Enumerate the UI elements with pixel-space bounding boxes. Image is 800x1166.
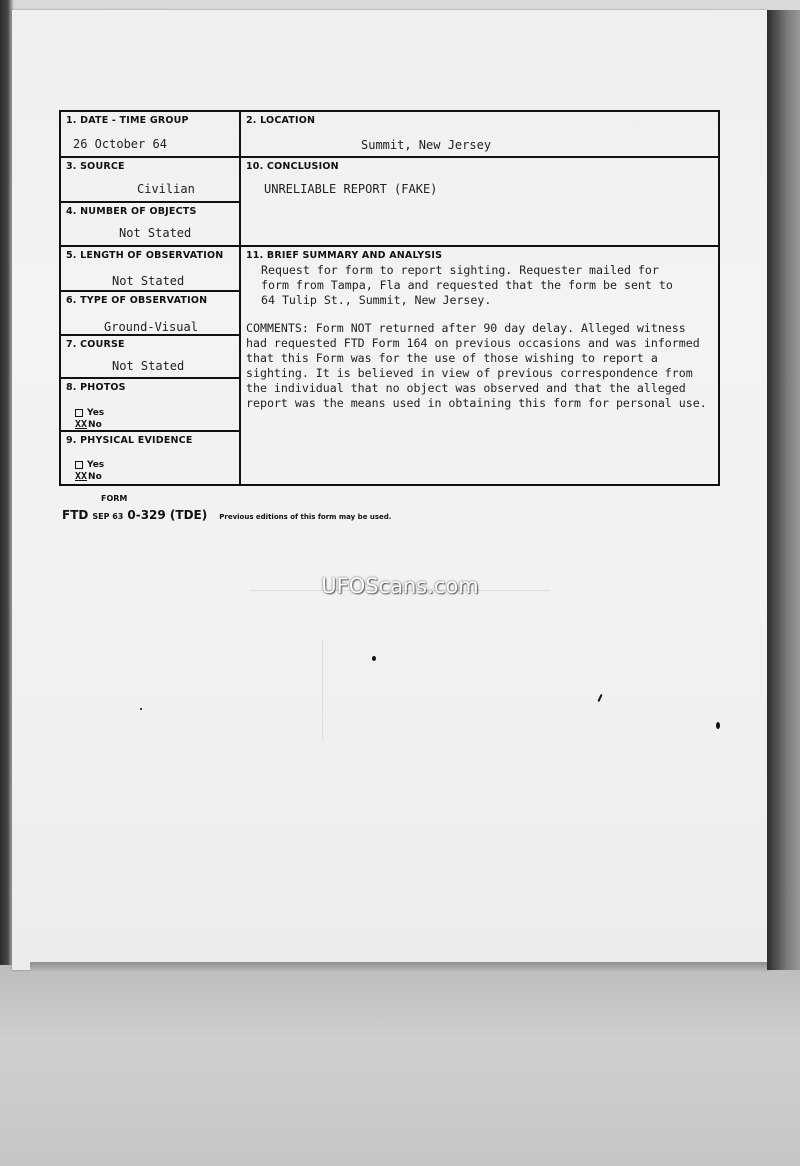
photos-cell [61,379,239,432]
length-of-observation-cell [61,247,239,292]
date-time-group-label: 1. DATE - TIME GROUP [66,115,189,126]
location-label: 2. LOCATION [246,115,316,126]
physical-evidence-label: 9. PHYSICAL EVIDENCE [66,435,193,446]
conclusion-cell [241,158,718,247]
footer-sep: SEP 63 [92,512,124,521]
summary-line: form from Tampa, Fla and requested that the form be sent to [261,278,673,292]
course-label: 7. COURSE [66,339,125,350]
location-cell [241,112,718,158]
course-value: Not Stated [112,359,185,373]
footer-ftd: FTD [62,508,89,522]
type-of-observation-value: Ground-Visual [104,320,198,334]
number-of-objects-value: Not Stated [119,226,192,240]
comments-line: report was the means used in obtaining this form for personal use. [246,396,707,410]
summary-line: 64 Tulip St., Summit, New Jersey. [261,293,492,307]
summary-line: Request for form to report sighting. Requester mailed for [261,263,659,277]
project-record-card [59,110,720,486]
course-cell [61,336,239,379]
physical-evidence-cell [61,432,239,486]
date-time-group-cell [61,112,239,158]
summary-text [261,263,712,308]
scan-streak [250,590,550,591]
physical-evidence-no-xmark: XX [75,471,88,482]
location-value: Summit, New Jersey [361,138,492,152]
photos-no-text: No [88,420,102,430]
lower-sheet [0,965,800,1166]
length-of-observation-value: Not Stated [112,274,185,288]
length-of-observation-label: 5. LENGTH OF OBSERVATION [66,250,224,261]
physical-evidence-yes-checkbox [75,461,83,469]
source-label: 3. SOURCE [66,161,125,172]
physical-evidence-no-text: No [88,472,102,482]
comments-line: sighting. It is believed in view of previous correspondence from [246,366,693,380]
summary-cell [241,247,718,486]
comments-line: that this Form was for the use of those wishing to report a [246,351,658,365]
right-column [241,112,718,484]
footer-number: 0-329 (TDE) [127,508,208,522]
date-time-group-value: 26 October 64 [73,137,167,151]
source-cell [61,158,239,203]
comments-line: had requested FTD Form 164 on previous occasions and was informed [246,336,700,350]
comments-line: COMMENTS: Form NOT returned after 90 day delay. Alleged witness [246,321,686,335]
photos-yes-text: Yes [87,408,105,418]
right-scan-edge [767,10,800,970]
conclusion-label: 10. CONCLUSION [246,161,339,172]
physical-evidence-no-option [75,471,102,482]
photos-no-option [75,419,102,430]
left-column [61,112,241,484]
physical-evidence-yes-option [75,460,104,470]
comments-text [246,321,716,411]
summary-label: 11. BRIEF SUMMARY AND ANALYSIS [246,250,443,261]
photos-yes-checkbox [75,409,83,417]
photos-label: 8. PHOTOS [66,382,126,393]
type-of-observation-label: 6. TYPE OF OBSERVATION [66,295,208,306]
comments-line: the individual that no object was observed and that the alleged [246,381,686,395]
number-of-objects-cell [61,203,239,247]
photos-no-xmark: XX [75,419,88,430]
number-of-objects-label: 4. NUMBER OF OBJECTS [66,206,197,217]
scan-streak [322,640,323,740]
conclusion-value: UNRELIABLE REPORT (FAKE) [264,182,438,196]
page-shadow [30,962,770,972]
physical-evidence-yes-text: Yes [87,460,105,470]
source-value: Civilian [137,182,195,196]
scan-speck [372,656,376,661]
scan-speck [140,708,142,710]
footer-form-id [62,504,391,523]
type-of-observation-cell [61,292,239,336]
scan-speck [716,722,720,729]
footer-form-word: FORM [101,494,128,503]
footer-note: Previous editions of this form may be used. [219,513,392,521]
watermark: UFOScans.com [321,574,479,598]
photos-yes-option [75,408,104,418]
